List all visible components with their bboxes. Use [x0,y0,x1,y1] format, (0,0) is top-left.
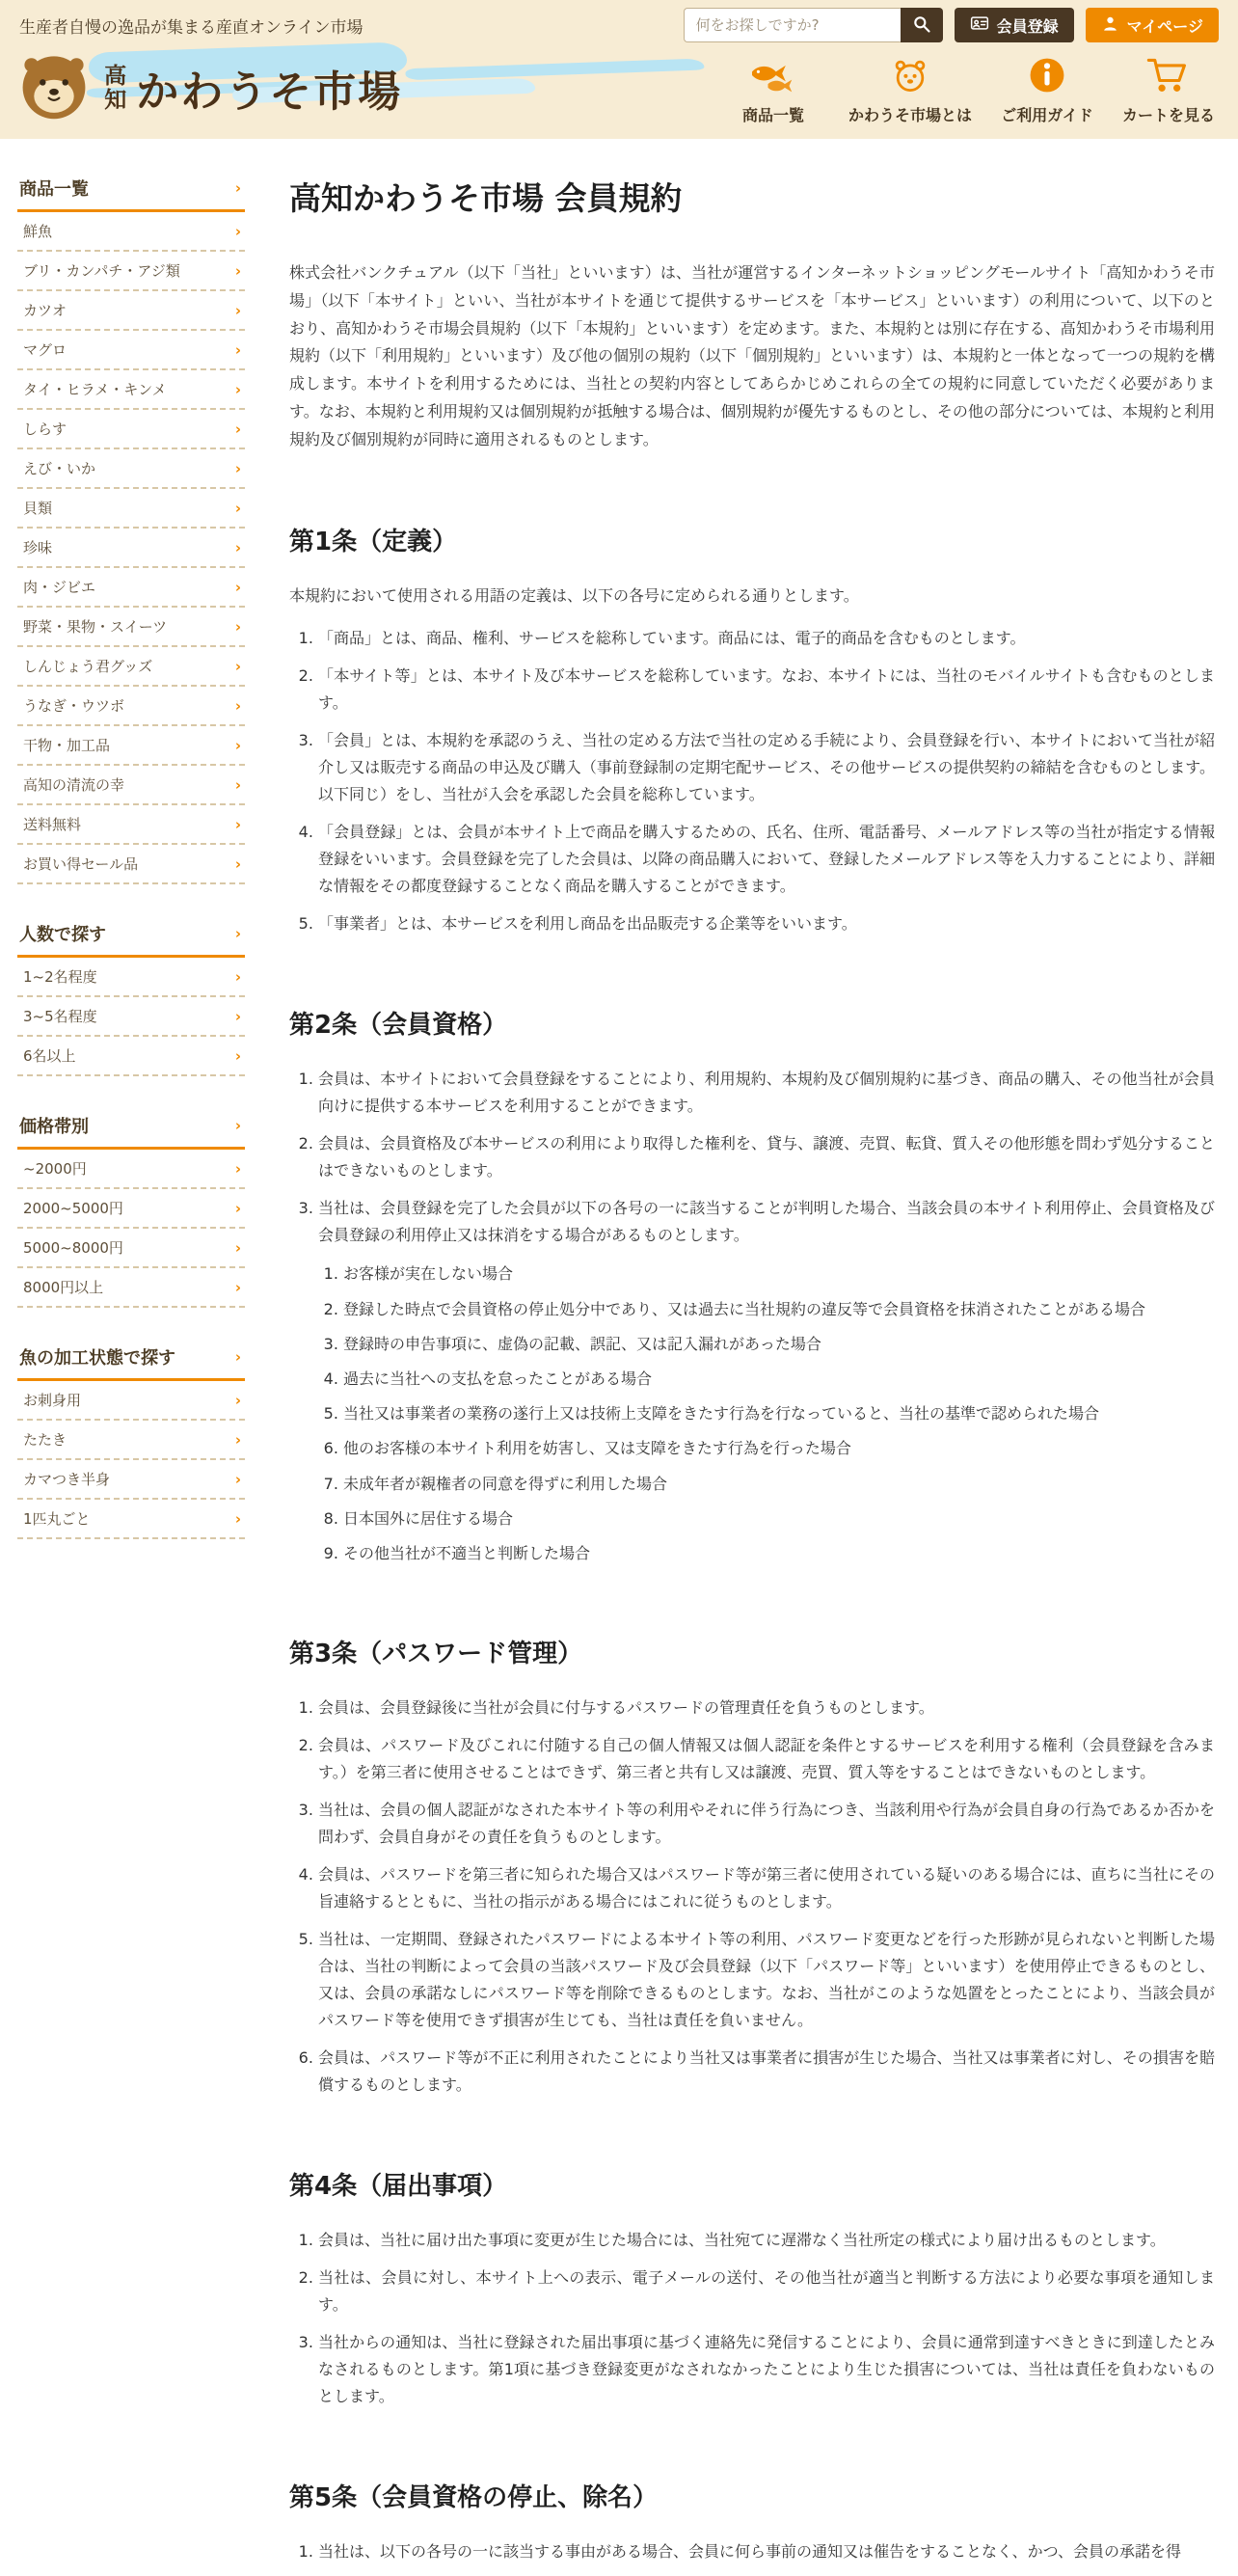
chevron-right-icon: › [234,179,241,197]
info-icon [1026,50,1068,96]
search-box [684,8,943,42]
section-heading: 第4条（届出事項） [289,2172,508,2202]
topbar-right [684,8,1219,42]
sidebar-item[interactable] [17,568,245,608]
sidebar-item[interactable] [17,529,245,568]
terms-item: 3. 当社からの通知は、当社に登録された届出事項に基づく連絡先に発信することにより、会員に通常到達すべきときに到達したとみなされるものとします。第1項に基づき登録変更がなされなかったことにより生じた損害については、当社は責任を負わないものとします。 [318,2329,1215,2410]
search-button[interactable] [901,8,943,42]
member-register-label: 会員登録 [996,16,1059,36]
chevron-right-icon: › [234,775,241,794]
chevron-right-icon: › [234,657,241,675]
sidebar-section [17,1337,245,1539]
sidebar-item[interactable] [17,449,245,489]
terms-item: 3. 「会員」とは、本規約を承認のうえ、当社の定める方法で当社の定める手続により、会員登録を行い、本サイトにおいて当社が紹介し又は販売する商品の申込及び購入（事前登録制の定期宅配サービス、その他サービスの提供契約の締結を含むものとします。以下同じ）をし、当社が入会を承認した会員を総称しています。 [318,727,1215,808]
sidebar-section-title: 魚の加工状態で探す [19,1348,175,1369]
sidebar-section-header[interactable] [17,913,245,958]
terms-item: 1. 「商品」とは、商品、権利、サービスを総称しています。商品には、電子的商品を含むものとします。 [318,625,1215,652]
terms-item: 1. 会員は、当社に届け出た事項に変更が生じた場合には、当社宛てに遅滞なく当社所定の様式により届け出るものとします。 [318,2227,1215,2254]
terms-item: 1. 当社は、以下の各号の一に該当する事由がある場合、会員に何ら事前の通知又は催告をすることなく、かつ、会員の承諾を得 [318,2538,1215,2565]
sidebar-item[interactable] [17,291,245,331]
chevron-right-icon: › [234,459,241,477]
nav-label: ご利用ガイド [1001,106,1093,124]
topbar [19,8,1219,42]
sidebar-item-label: たたき [23,1431,67,1449]
sidebar-item[interactable] [17,212,245,252]
sidebar-item-label: お買い得セール品 [23,855,139,873]
sidebar-section-header[interactable] [17,1337,245,1381]
sidebar-section [17,168,245,884]
chevron-right-icon: › [234,815,241,833]
nav-item-2[interactable] [848,50,972,125]
main-content [289,168,1215,2576]
fish-icon [749,50,797,96]
chevron-right-icon: › [234,222,241,240]
sidebar-section-title: 商品一覧 [19,179,89,200]
chevron-right-icon: › [234,261,241,280]
sidebar-item-label: カツオ [23,302,67,319]
sidebar-item-label: ~2000円 [23,1160,87,1178]
sidebar-item-label: 野菜・果物・スイーツ [23,618,168,636]
sidebar-item-label: 8000円以上 [23,1279,104,1296]
section-heading: 第1条（定義） [289,527,458,556]
chevron-right-icon: › [234,1007,241,1025]
sidebar-item-label: 高知の清流の幸 [23,776,125,794]
terms-item: 4. 会員は、パスワードを第三者に知られた場合又はパスワード等が第三者に使用されている疑いのある場合には、直ちに当社にその旨連絡するとともに、当社の指示がある場合にはこれに従うものとします。 [318,1861,1215,1915]
section-heading: 第3条（パスワード管理） [289,1640,583,1669]
intro-paragraph: 株式会社バンクチュアル（以下「当社」といいます）は、当社が運営するインターネットショッピングモールサイト「高知かわうそ市場」（以下「本サイト」といい、当社が本サイトを通じて提供するサービスを「本サービス」といいます）の利用について、以下のとおり、高知かわうそ市場会員規約（以下「本規約」といいます）を定めます。また、本規約とは別に存在する、高知かわうそ市場利用規約（以下「利用規約」といいます）及び他の個別の規約（以下「個別規約」といいます）は、本規約と一体となって一つの規約を構成します。本サイトを利用するためには、当社との契約内容としてあらかじめこれらの全ての規約に同意していただく必要があります。なお、本規約と利用規約又は個別規約が抵触する場合は、個別規約が優先するものとし、その他の部分については、本規約と利用規約及び個別規約が同時に適用されるものとします。 [289,263,1216,448]
sidebar-item-label: えび・いか [23,460,96,477]
sidebar [17,168,245,2576]
user-icon [1101,14,1119,37]
main-nav [727,50,1219,125]
sidebar-item-label: 鮮魚 [23,223,53,240]
sidebar-item[interactable] [17,1381,245,1421]
nav-item-3[interactable] [1001,50,1093,125]
nav-label: かわうそ市場とは [848,106,972,124]
chevron-right-icon: › [234,538,241,556]
nav-item-1[interactable] [727,50,820,125]
terms-subitem: 9. その他当社が不適当と判断した場合 [343,1540,1215,1566]
chevron-right-icon: › [234,854,241,873]
terms-item: 4. 「会員登録」とは、会員が本サイト上で商品を購入するための、氏名、住所、電話番号、メールアドレス等の当社が指定する情報登録をいいます。会員登録を完了した会員は、以降の商品購入において、登録したメールアドレス等を入力することにより、詳細な情報をその都度登録することなく商品を購入することができます。 [318,819,1215,900]
chevron-right-icon: › [234,578,241,596]
terms-subitem: 2. 登録した時点で会員資格の停止処分中であり、又は過去に当社規約の違反等で会員資格を抹消されたことがある場合 [343,1296,1215,1322]
chevron-right-icon: › [234,1117,241,1134]
sidebar-item[interactable] [17,1037,245,1076]
sidebar-item[interactable] [17,1150,245,1189]
sidebar-item-label: タイ・ヒラメ・キンメ [23,381,167,398]
terms-item: 2. 会員は、パスワード及びこれに付随する自己の個人情報又は個人認証を条件とするサービスを利用する権利（会員登録を含みます。）を第三者に使用させることはできず、第三者と共有し又は譲渡、売買、質入等をすることはできないものとします。 [318,1732,1215,1786]
site-header [0,0,1238,139]
sidebar-item-label: 2000~5000円 [23,1200,123,1217]
terms-item: 2. 「本サイト等」とは、本サイト及び本サービスを総称しています。なお、本サイトには、当社のモバイルサイトも含むものとします。 [318,663,1215,717]
sidebar-section-header[interactable] [17,1105,245,1150]
sidebar-item[interactable] [17,608,245,647]
logo-row [19,50,1219,125]
terms-subitem: 5. 当社又は事業者の業務の遂行上又は技術上支障をきたす行為を行なっていると、当社の基準で認められた場合 [343,1400,1215,1426]
chevron-right-icon: › [234,1278,241,1296]
section-lead: 本規約において使用される用語の定義は、以下の各号に定められる通りとします。 [289,585,859,605]
chevron-right-icon: › [234,736,241,754]
chevron-right-icon: › [234,1391,241,1409]
sidebar-item-label: カマつき半身 [23,1471,111,1488]
nav-label: カートを見る [1121,106,1215,124]
terms-list [289,1066,1215,1566]
sidebar-item[interactable] [17,252,245,291]
otter-mascot-icon [19,51,89,124]
sidebar-item-label: しんじょう君グッズ [23,658,153,675]
sidebar-section-title: 人数で探す [19,925,106,945]
sidebar-item[interactable] [17,647,245,687]
search-input[interactable] [684,8,901,42]
logo-prefix: 高知 [100,64,126,112]
sidebar-item-label: 送料無料 [23,816,82,833]
chevron-right-icon: › [234,696,241,715]
terms-subitem: 1. お客様が実在しない場合 [343,1261,1215,1287]
terms-list [289,2227,1215,2410]
otter-icon [888,50,932,96]
terms-list [289,1695,1215,2099]
search-icon [912,14,931,37]
terms-list [289,2538,1215,2565]
terms-subitem: 7. 未成年者が親権者の同意を得ずに利用した場合 [343,1471,1215,1497]
section-heading: 第2条（会員資格） [289,1011,508,1041]
sidebar-item-label: 6名以上 [23,1047,76,1065]
logo-text: かわうそ市場 [136,68,403,117]
sidebar-item-label: 1~2名程度 [23,968,97,986]
terms-sublist [318,1261,1215,1566]
sidebar-section-header[interactable] [17,168,245,212]
section-heading: 第5条（会員資格の停止、除名） [289,2483,659,2513]
sidebar-item-label: ブリ・カンパチ・アジ類 [23,262,180,280]
sidebar-item-label: 干物・加工品 [23,737,111,754]
sidebar-item-label: 珍味 [23,539,53,556]
terms-subitem: 8. 日本国外に居住する場合 [343,1505,1215,1532]
sidebar-item[interactable] [17,331,245,370]
chevron-right-icon: › [234,340,241,359]
terms-item: 1. 会員は、会員登録後に当社が会員に付与するパスワードの管理責任を負うものとします。 [318,1695,1215,1722]
chevron-right-icon: › [234,1470,241,1488]
sidebar-item[interactable] [17,1229,245,1268]
sidebar-item-label: 肉・ジビエ [23,579,96,596]
chevron-right-icon: › [234,1159,241,1178]
sidebar-item[interactable] [17,766,245,805]
sidebar-section-title: 価格帯別 [19,1117,89,1137]
sidebar-item-label: 1匹丸ごと [23,1510,91,1528]
sidebar-item[interactable] [17,958,245,997]
sidebar-item[interactable] [17,489,245,529]
terms-item: 5. 当社は、一定期間、登録されたパスワードによる本サイト等の利用、パスワード変更などを行った形跡が見られないと判断した場合は、当社の判断によって会員の当該パスワード及び会員登録（以下「パスワード等」といいます）を使用停止できるものとし、又は、会員の承諾なしにパスワード等を削除できるものとします。なお、当社がこのような処置をとったことにより、当該会員がパスワード等を使用できず損害が生じても、当社は責任を負いません。 [318,1926,1215,2034]
chevron-right-icon: › [234,925,241,942]
sidebar-item-label: 5000~8000円 [23,1239,123,1257]
sidebar-item[interactable] [17,1421,245,1460]
terms-item: 5. 「事業者」とは、本サービスを利用し商品を出品販売する企業等をいいます。 [318,910,1215,937]
chevron-right-icon: › [234,967,241,986]
site-tagline: 生産者自慢の逸品が集まる産直オンライン市場 [19,17,363,38]
cart-icon [1145,50,1191,96]
sidebar-item-label: しらす [23,420,67,438]
sidebar-item[interactable] [17,1268,245,1308]
sidebar-item[interactable] [17,1189,245,1229]
chevron-right-icon: › [234,1509,241,1528]
page-title: 高知かわうそ市場 会員規約 [289,179,683,217]
chevron-right-icon: › [234,1348,241,1366]
terms-item: 1. 会員は、本サイトにおいて会員登録をすることにより、利用規約、本規約及び個別規約に基づき、商品の購入、その他当社が会員向けに提供する本サービスを利用することができます。 [318,1066,1215,1120]
terms-subitem: 4. 過去に当社への支払を怠ったことがある場合 [343,1366,1215,1392]
sidebar-item-label: 貝類 [23,500,53,517]
terms-item: 6. 会員は、パスワード等が不正に利用されたことにより当社又は事業者に損害が生じた場合、当社又は事業者に対し、その損害を賠償するものとします。 [318,2045,1215,2099]
member-register-button[interactable] [955,8,1074,42]
sidebar-item[interactable] [17,805,245,845]
chevron-right-icon: › [234,1199,241,1217]
sidebar-section [17,913,245,1076]
sidebar-item-label: 3~5名程度 [23,1008,97,1025]
terms-item: 2. 当社は、会員に対し、本サイト上への表示、電子メールの送付、その他当社が適当と判断する方法により必要な事項を通知します。 [318,2264,1215,2318]
sidebar-section [17,1105,245,1308]
mypage-label: マイページ [1126,16,1203,36]
mypage-button[interactable] [1086,8,1219,42]
chevron-right-icon: › [234,301,241,319]
nav-item-4[interactable] [1122,50,1215,125]
terms-list [289,625,1215,937]
member-card-icon [970,14,989,37]
sidebar-item-label: お刺身用 [23,1392,82,1409]
sidebar-item[interactable] [17,726,245,766]
terms-subitem: 6. 他のお客様の本サイト利用を妨害し、又は支障をきたす行為を行った場合 [343,1435,1215,1461]
chevron-right-icon: › [234,499,241,517]
chevron-right-icon: › [234,1046,241,1065]
terms-subitem: 3. 登録時の申告事項に、虚偽の記載、誤記、又は記入漏れがあった場合 [343,1331,1215,1357]
terms-sections [289,522,1215,2565]
terms-item: 3. 当社は、会員登録を完了した会員が以下の各号の一に該当することが判明した場合、当該会員の本サイト利用停止、会員資格及び会員登録の利用停止又は抹消をする場合があるものとします。 1. お客様が実在しない場合 2. 登録した時点で会員資格の停止処分中であり、又は過去に当社規約の違反等で会員資格を抹消されたことがある場合 3. 登録時の申告事項に、虚偽の記載、誤記、又は記入漏れがあった場合 4. 過去に当社への支払を怠ったことがある場合 5. 当社又は事業者の業務の遂行上又は技術上支障をきたす行為を行なっていると、当社の基準で認められた場合 6. 他のお客様の本サイト利用を妨害し、又は支障をきたす行為を行った場合 7. 未成年者が親権者の同意を得ずに利用した場合 8. 日本国外に居住する場合 9. その他当社が不適当と判断した場合 [318,1195,1215,1566]
site-logo[interactable] [19,51,427,124]
sidebar-item[interactable] [17,997,245,1037]
sidebar-item[interactable] [17,687,245,726]
sidebar-item[interactable] [17,1500,245,1539]
sidebar-item[interactable] [17,1460,245,1500]
sidebar-item[interactable] [17,370,245,410]
chevron-right-icon: › [234,617,241,636]
sidebar-item[interactable] [17,845,245,884]
chevron-right-icon: › [234,420,241,438]
chevron-right-icon: › [234,1238,241,1257]
terms-item: 3. 当社は、会員の個人認証がなされた本サイト等の利用やそれに伴う行為につき、当該利用や行為が会員自身の行為であるか否かを問わず、会員自身がその責任を負うものとします。 [318,1797,1215,1851]
sidebar-item-label: うなぎ・ウツボ [23,697,125,715]
sidebar-item[interactable] [17,410,245,449]
chevron-right-icon: › [234,1430,241,1449]
terms-item: 2. 会員は、会員資格及び本サービスの利用により取得した権利を、貸与、譲渡、売買、転貸、質入その他形態を問わず処分することはできないものとします。 [318,1130,1215,1184]
sidebar-item-label: マグロ [23,341,67,359]
nav-label: 商品一覧 [741,106,804,124]
content-area [0,139,1238,2576]
chevron-right-icon: › [234,380,241,398]
